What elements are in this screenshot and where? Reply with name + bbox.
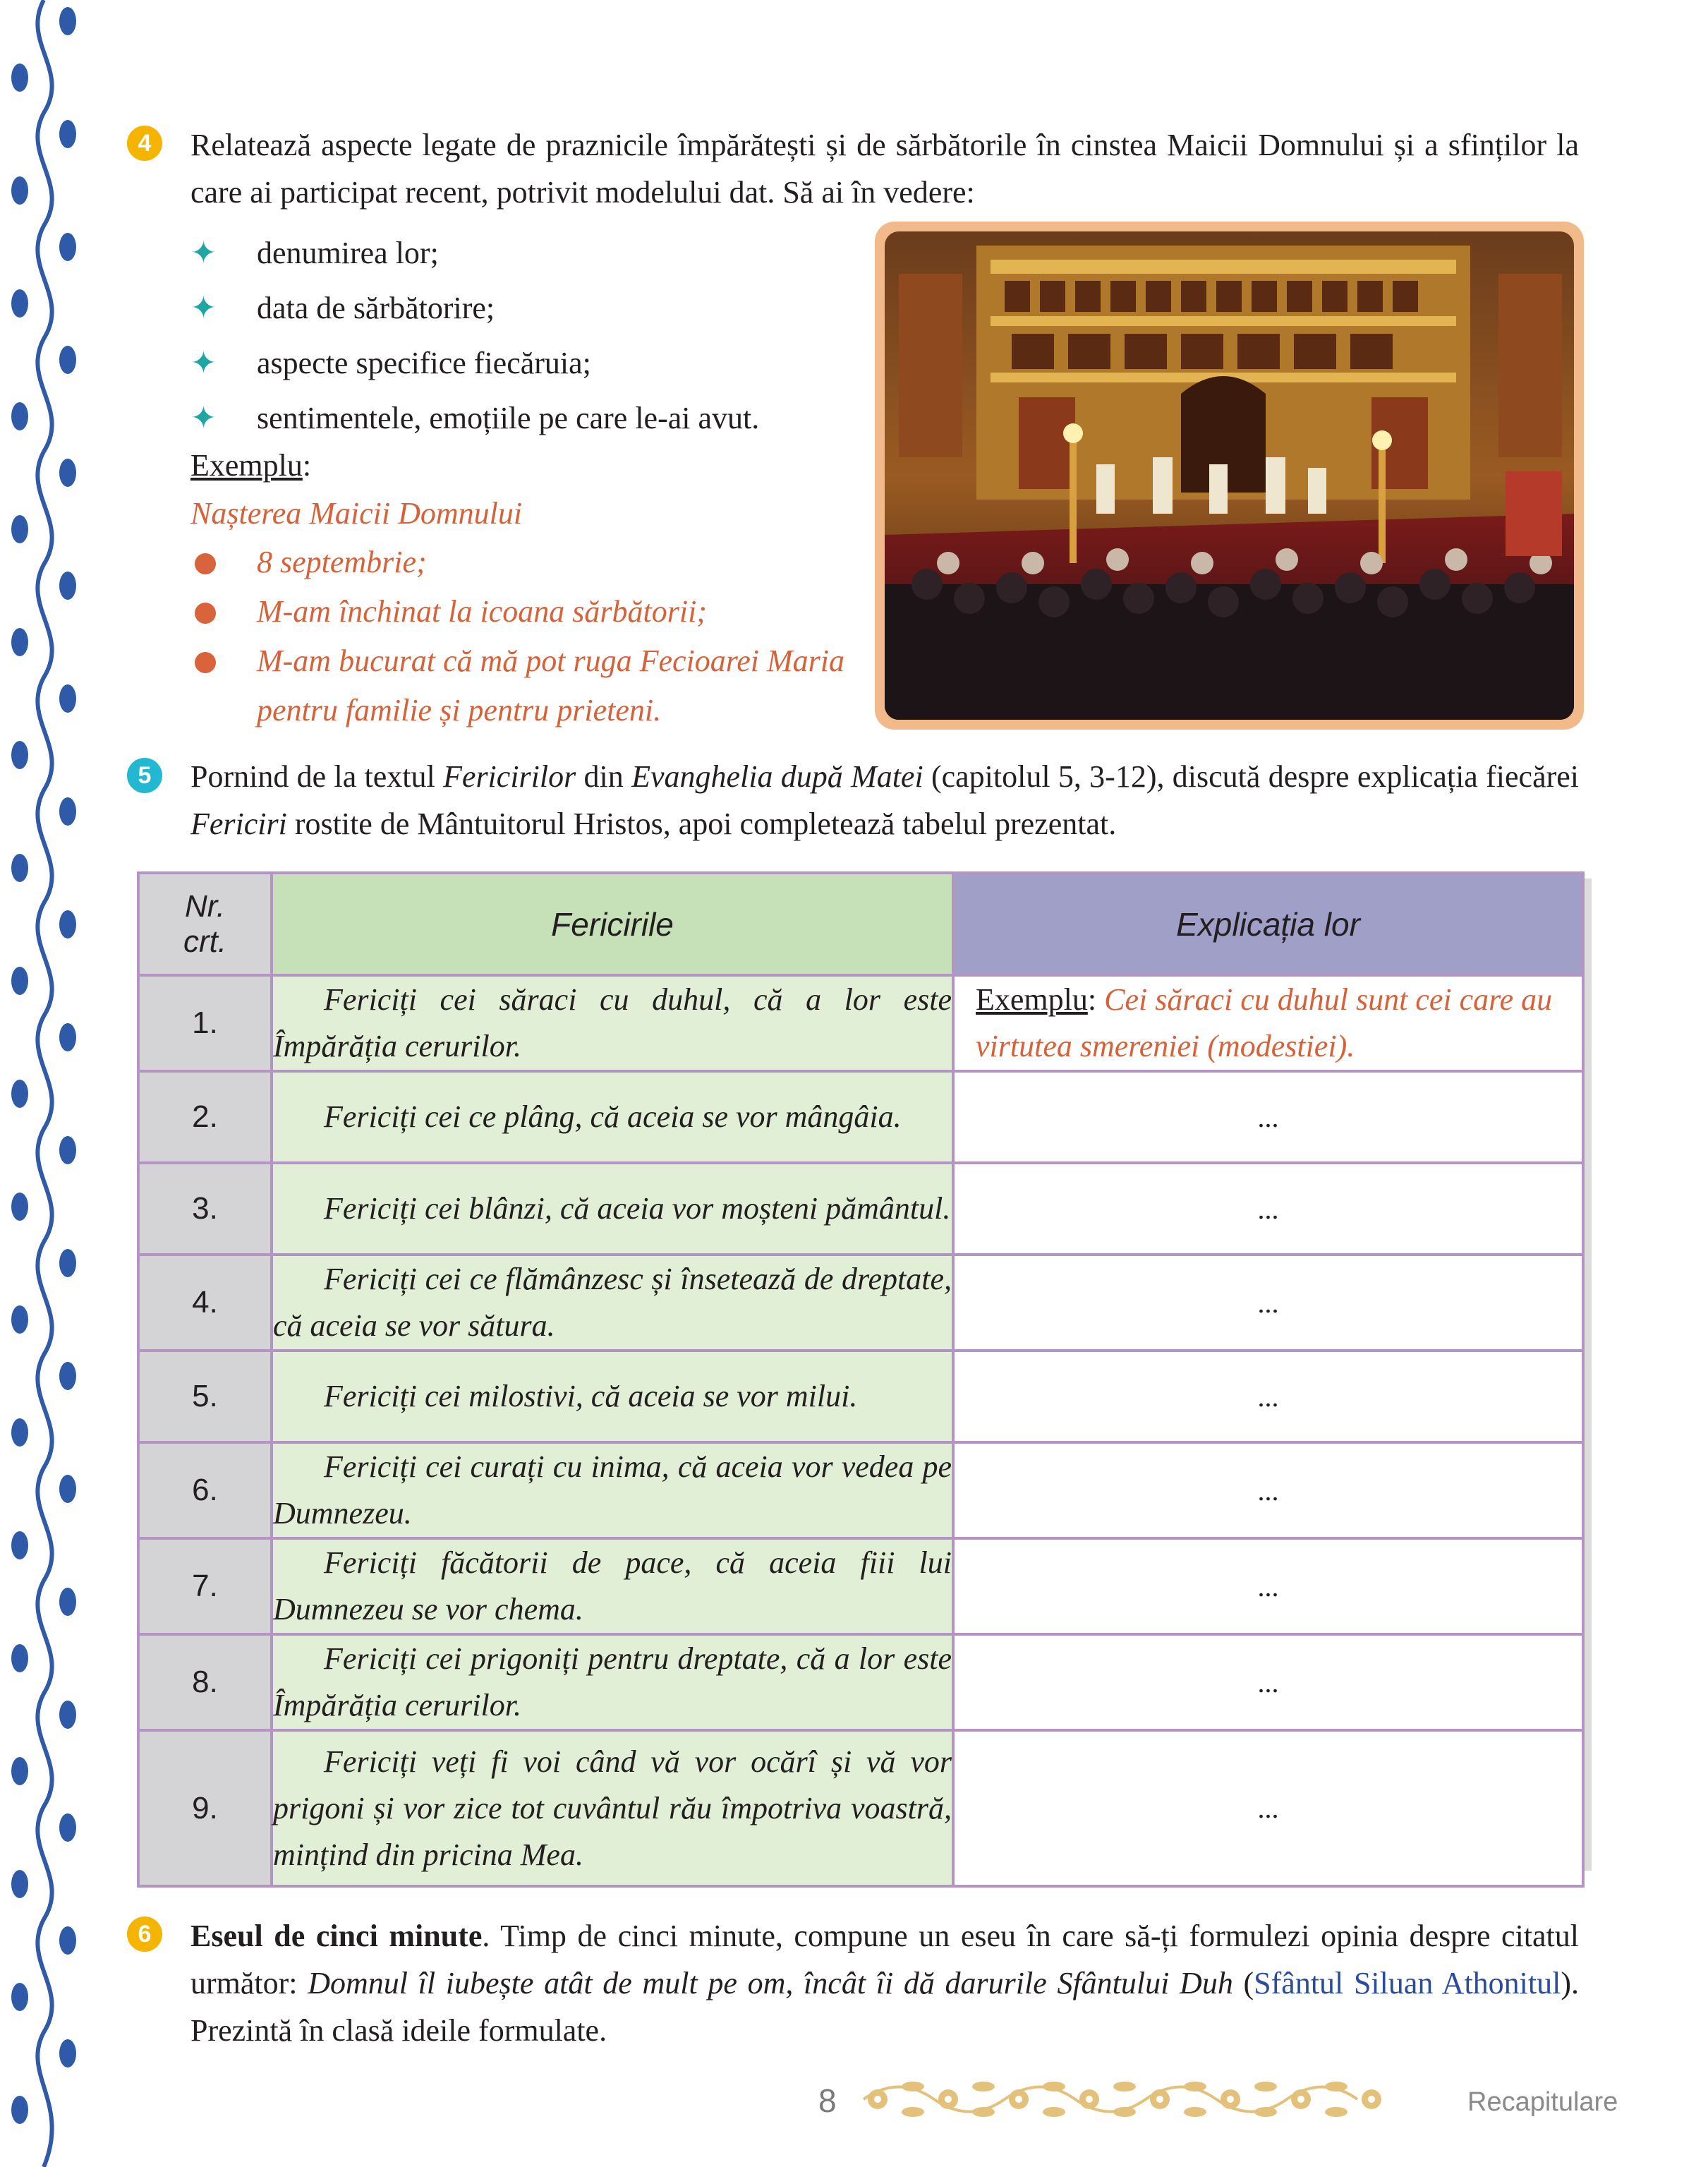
list-item: ✦ denumirea lor; xyxy=(190,226,861,281)
example-list xyxy=(190,538,861,735)
beatitude-text: Fericiți cei prigoniți pentru dreptate, că a lor este Împărăția cerurilor. xyxy=(272,1634,953,1730)
exercise-4-bullet-list xyxy=(190,226,861,446)
star-bullet-icon: ✦ xyxy=(190,346,217,380)
explanation-cell[interactable]: ... xyxy=(953,1163,1583,1255)
decorative-border xyxy=(0,0,92,2167)
row-number: 2. xyxy=(138,1071,272,1163)
table-row xyxy=(138,1538,1583,1634)
list-item: ✦ data de sărbătorire; xyxy=(190,281,861,336)
beatitude-text: Fericiți cei săraci cu duhul, că a lor este Împărăția cerurilor. xyxy=(272,975,953,1071)
beatitudes-table-wrapper xyxy=(137,871,1585,1872)
explanation-cell[interactable]: ... xyxy=(953,1071,1583,1163)
explanation-cell[interactable]: ... xyxy=(953,1351,1583,1442)
table-row xyxy=(138,1442,1583,1538)
page-number: 8 xyxy=(818,2082,837,2119)
list-item: ✦ sentimentele, emoțiile pe care le-ai avut. xyxy=(190,391,861,446)
row-number: 7. xyxy=(138,1538,272,1634)
dot-bullet-icon xyxy=(190,587,257,636)
section-label: Recapitulare xyxy=(1467,2087,1618,2117)
beatitude-text: Fericiți veți fi voi când vă vor ocărî și vă vor prigoni și vor zice tot cuvântul rău împotriva voastră, mințind din pricina Mea. xyxy=(272,1730,953,1886)
beatitude-text: Fericiți cei curați cu inima, că aceia vor vedea pe Dumnezeu. xyxy=(272,1442,953,1538)
row-number: 9. xyxy=(138,1730,272,1886)
table-row xyxy=(138,975,1583,1071)
exercise-5-instructions: Pornind de la textul Fericirilor din Evanghelia după Matei (capitolul 5, 3-12), discută despre explicația fiecărei Fericiri rostite de Mântuitorul Hristos, apoi completează tabelul prezentat. xyxy=(190,759,1580,841)
beatitude-text: Fericiți cei milostivi, că aceia se vor milui. xyxy=(272,1351,953,1442)
table-row xyxy=(138,1634,1583,1730)
explanation-cell[interactable]: ... xyxy=(953,1442,1583,1538)
explanation-cell[interactable]: Exemplu: Cei săraci cu duhul sunt cei care au virtutea smereniei (modestiei). xyxy=(953,975,1583,1071)
exercise-4-intro: Relatează aspecte legate de praznicile împărătești și de sărbătorile în cinstea Maicii Domnului și a sfinților la care ai participat recent, potrivit modelului dat. Să ai în vedere: xyxy=(190,128,1579,210)
row-number: 1. xyxy=(138,975,272,1071)
list-item: ✦ aspecte specifice fiecăruia; xyxy=(190,336,861,391)
row-number: 3. xyxy=(138,1163,272,1255)
church-interior-photo xyxy=(885,231,1574,720)
star-bullet-icon: ✦ xyxy=(190,291,217,325)
floral-ornament-icon xyxy=(856,2071,1393,2127)
header-explicatia: Explicația lor xyxy=(953,873,1583,975)
explanation-cell[interactable]: ... xyxy=(953,1255,1583,1351)
list-item: M-am închinat la icoana sărbătorii; xyxy=(190,587,861,636)
table-row xyxy=(138,1255,1583,1351)
exercise-6-instructions: Eseul de cinci minute. Timp de cinci minute, compune un eseu în care să-ți formulezi opinia despre citatul următor: Domnul îl iubește atât de mult pe om, încât îi dă darurile Sfântului Duh (Sfântul Siluan Athonitul). Prezintă în clasă ideile formulate. xyxy=(190,1919,1579,2048)
row-number: 8. xyxy=(138,1634,272,1730)
beatitude-text: Fericiți cei blânzi, că aceia vor moșteni pământul. xyxy=(272,1163,953,1255)
table-row xyxy=(138,1163,1583,1255)
explanation-cell[interactable]: ... xyxy=(953,1634,1583,1730)
row-number: 4. xyxy=(138,1255,272,1351)
table-row xyxy=(138,1071,1583,1163)
list-item: 8 septembrie; xyxy=(190,538,861,587)
beatitude-text: Fericiți cei ce plâng, că aceia se vor mângâia. xyxy=(272,1071,953,1163)
example-label: Exemplu: xyxy=(190,448,312,483)
header-fericirile: Fericirile xyxy=(272,873,953,975)
exercise-5-number: 5 xyxy=(127,758,162,793)
row-number: 6. xyxy=(138,1442,272,1538)
exercise-6-number: 6 xyxy=(127,1917,162,1952)
header-nr: Nr. crt. xyxy=(138,873,272,975)
dot-bullet-icon xyxy=(190,538,257,587)
table-header-row xyxy=(138,873,1583,975)
church-interior-photo-frame xyxy=(875,222,1584,730)
example-title: Nașterea Maicii Domnului xyxy=(190,496,523,531)
table-row xyxy=(138,1730,1583,1886)
exercise-4-number: 4 xyxy=(127,126,162,161)
table-row xyxy=(138,1351,1583,1442)
explanation-cell[interactable]: ... xyxy=(953,1730,1583,1886)
beatitude-text: Fericiți făcătorii de pace, că aceia fiii lui Dumnezeu se vor chema. xyxy=(272,1538,953,1634)
star-bullet-icon: ✦ xyxy=(190,401,217,435)
beatitude-text: Fericiți cei ce flămânzesc și însetează de dreptate, că aceia se vor sătura. xyxy=(272,1255,953,1351)
row-number: 5. xyxy=(138,1351,272,1442)
dot-bullet-icon xyxy=(190,636,257,735)
list-item: M-am bucurat că mă pot ruga Fecioarei Maria pentru familie și pentru prieteni. xyxy=(190,636,861,735)
explanation-cell[interactable]: ... xyxy=(953,1538,1583,1634)
star-bullet-icon: ✦ xyxy=(190,236,217,270)
beatitudes-table xyxy=(137,871,1585,1888)
